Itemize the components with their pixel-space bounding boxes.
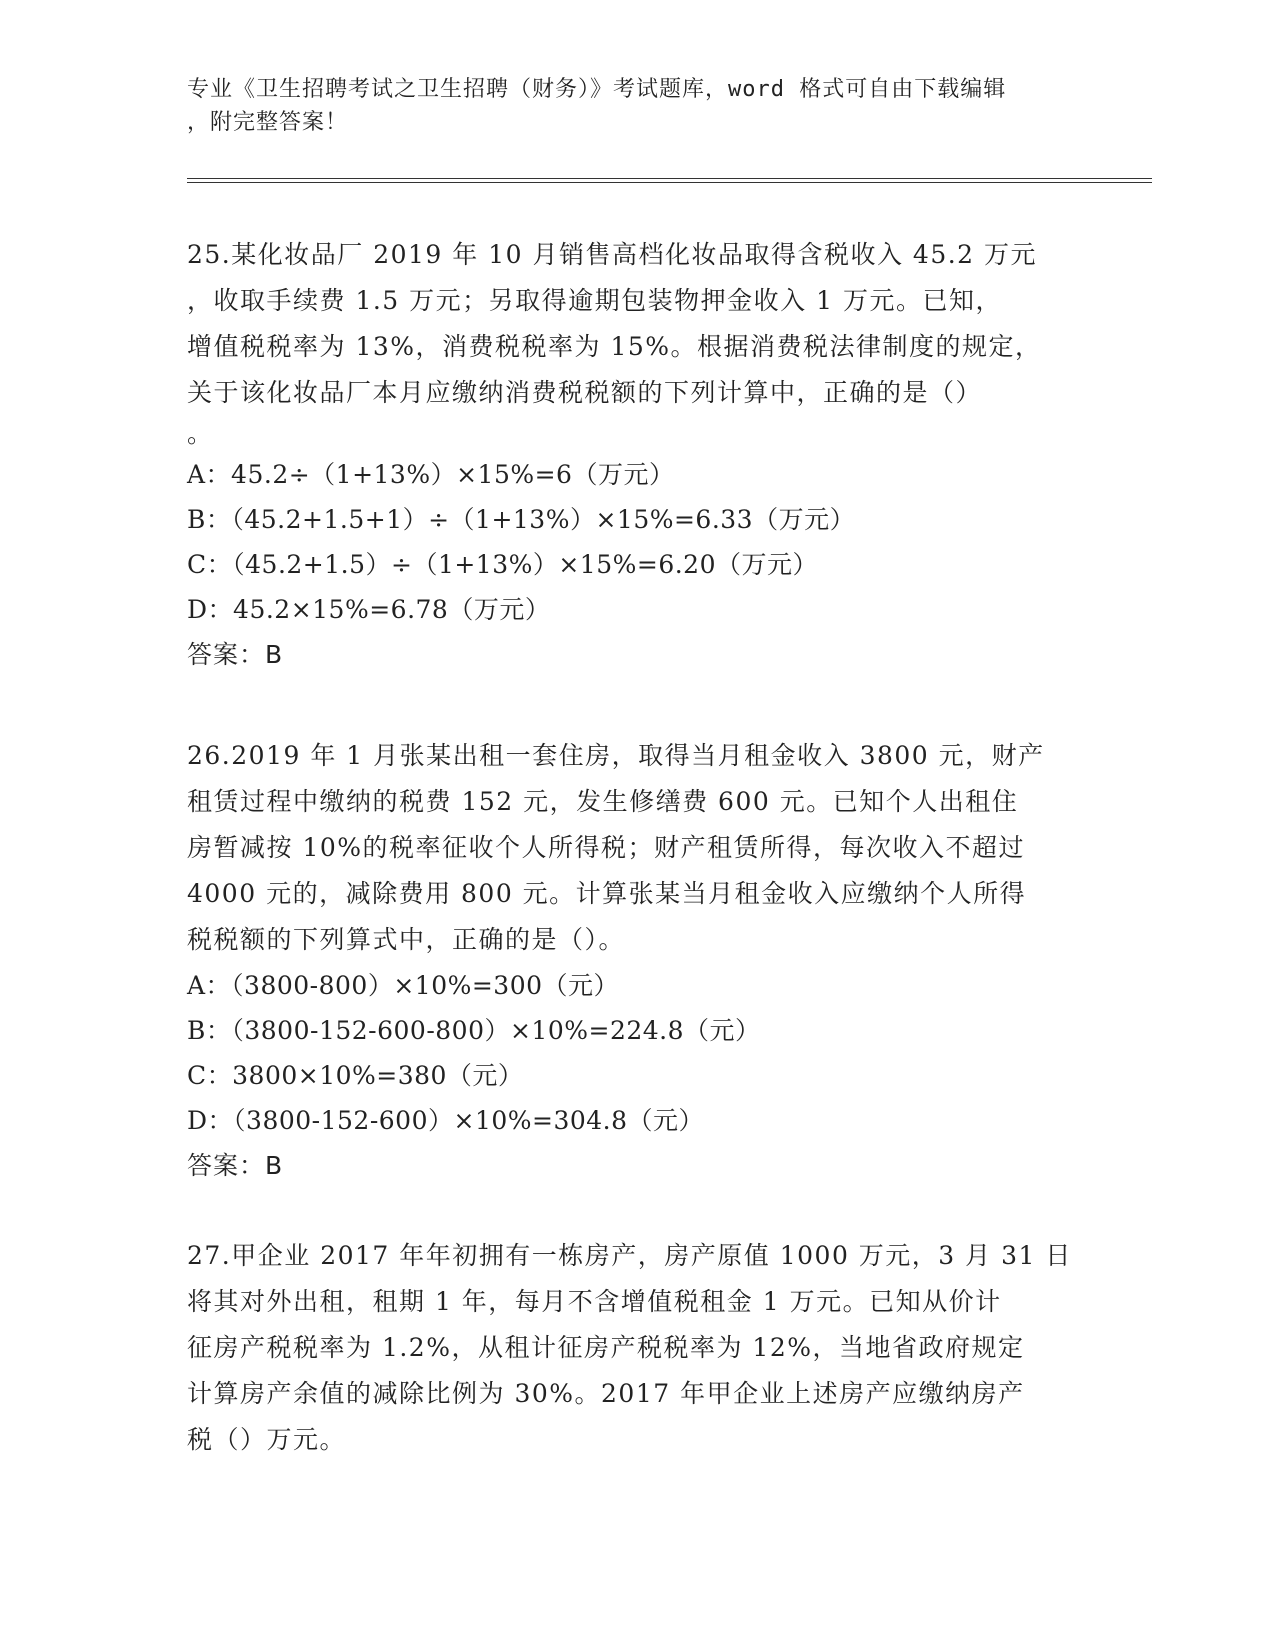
question-26 xyxy=(187,733,1092,1189)
question-text-line: 计算房产余值的减除比例为 30%。2017 年甲企业上述房产应缴纳房产 xyxy=(187,1379,1025,1408)
answer-label: 答案：B xyxy=(187,1151,284,1180)
question-text-line: 增值税税率为 13%，消费税税率为 15%。根据消费税法律制度的规定， xyxy=(187,332,1042,361)
header-divider-bottom xyxy=(187,182,1152,183)
question-text-line: 房暂减按 10%的税率征收个人所得税；财产租赁所得，每次收入不超过 xyxy=(187,833,1026,862)
option-a: A：（3800-800）×10%=300（元） xyxy=(187,971,620,1000)
header-line-2: ，附完整答案！ xyxy=(187,110,349,135)
question-text-line: 关于该化妆品厂本月应缴纳消费税税额的下列计算中，正确的是（） xyxy=(187,378,983,407)
document-header xyxy=(187,73,1087,139)
header-line-1: 专业《卫生招聘考试之卫生招聘（财务）》考试题库，word 格式可自由下载编辑 xyxy=(187,77,1007,102)
question-25 xyxy=(187,232,1092,678)
question-text-line: 将其对外出租，租期 1 年，每月不含增值税租金 1 万元。已知从价计 xyxy=(187,1287,1002,1316)
header-divider-top xyxy=(187,178,1152,179)
option-c: C：（45.2+1.5）÷（1+13%）×15%=6.20（万元） xyxy=(187,550,818,579)
question-text-line: 26.2019 年 1 月张某出租一套住房，取得当月租金收入 3800 元，财产 xyxy=(187,741,1045,770)
question-text-line: ，收取手续费 1.5 万元；另取得逾期包装物押金收入 1 万元。已知， xyxy=(187,286,1002,315)
option-d: D：（3800-152-600）×10%=304.8（元） xyxy=(187,1106,705,1135)
question-text-line: 27.甲企业 2017 年年初拥有一栋房产，房产原值 1000 万元，3 月 31 日 xyxy=(187,1241,1072,1270)
question-text-line: 征房产税税率为 1.2%，从租计征房产税税率为 12%，当地省政府规定 xyxy=(187,1333,1025,1362)
option-b: B：（3800-152-600-800）×10%=224.8（元） xyxy=(187,1016,761,1045)
question-text-line: 税（）万元。 xyxy=(187,1425,347,1454)
option-b: B：（45.2+1.5+1）÷（1+13%）×15%=6.33（万元） xyxy=(187,505,856,534)
question-text-line: 。 xyxy=(187,419,214,448)
question-text-line: 25.某化妆品厂 2019 年 10 月销售高档化妆品取得含税收入 45.2 万元 xyxy=(187,240,1038,269)
option-c: C：3800×10%=380（元） xyxy=(187,1061,524,1090)
answer-label: 答案：B xyxy=(187,640,284,669)
question-text-line: 4000 元的，减除费用 800 元。计算张某当月租金收入应缴纳个人所得 xyxy=(187,879,1027,908)
question-27 xyxy=(187,1233,1092,1463)
question-text-line: 租赁过程中缴纳的税费 152 元，发生修缮费 600 元。已知个人出租住 xyxy=(187,787,1019,816)
option-d: D：45.2×15%=6.78（万元） xyxy=(187,595,551,624)
question-text-line: 税税额的下列算式中，正确的是（）。 xyxy=(187,925,626,954)
option-a: A：45.2÷（1+13%）×15%=6（万元） xyxy=(187,460,675,489)
